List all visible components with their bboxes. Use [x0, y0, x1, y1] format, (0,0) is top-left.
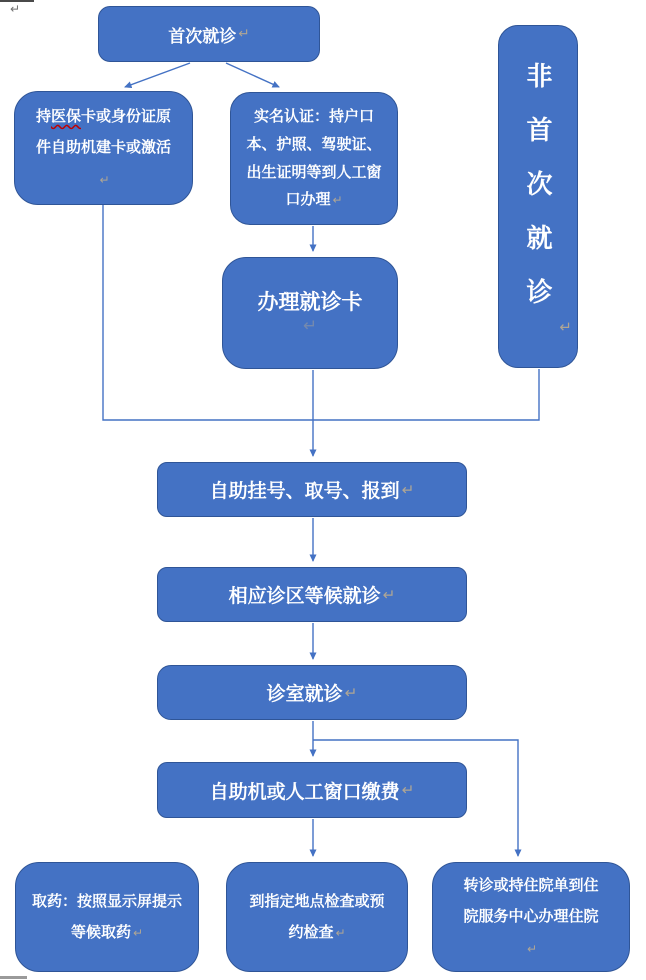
node-pay-fees-label: 自助机或人工窗口缴费	[209, 781, 400, 803]
paragraph-mark-icon: ↵	[382, 586, 396, 604]
paragraph-mark-icon: ↵	[401, 481, 415, 499]
node-self-service-card[interactable]	[14, 91, 193, 205]
paragraph-mark-icon: ↵	[526, 941, 538, 956]
node-admission[interactable]	[432, 862, 630, 972]
spellcheck-flagged-text: 医保	[50, 107, 81, 125]
node-self-service-card-label: 持医保卡或身份证原件自助机建卡或激活↵	[35, 107, 172, 187]
node-examination-label: 到指定地点检查或预约检查 ↵	[249, 892, 385, 941]
node-pharmacy[interactable]	[15, 862, 199, 972]
node-wait-in-area[interactable]	[157, 567, 467, 622]
node-self-register[interactable]	[157, 462, 467, 517]
paragraph-mark-icon: ↵	[344, 684, 358, 702]
node-make-visit-card[interactable]	[222, 257, 398, 369]
node-real-name-auth-label: 实名认证：持户口本、护照、驾驶证、出生证明等到人工窗口办理 ↵	[246, 108, 382, 209]
page-corner-mark-bottom	[0, 976, 27, 979]
node-first-visit[interactable]	[98, 6, 320, 62]
node-clinic-visit[interactable]	[157, 665, 467, 720]
arrow-first-to-realname	[226, 63, 279, 87]
paragraph-mark-icon: ↵	[401, 782, 415, 799]
arrow-first-to-selfcard	[125, 63, 190, 87]
node-wait-in-area-label: 相应诊区等候就诊	[228, 586, 381, 607]
paragraph-mark-icon: ↵	[559, 319, 572, 336]
node-make-visit-card-label: 办理就诊卡	[257, 291, 363, 315]
paragraph-mark-icon: ↵	[335, 926, 346, 940]
node-first-visit-label: 首次就诊	[168, 26, 237, 46]
node-real-name-auth[interactable]	[230, 92, 398, 225]
paragraph-mark-icon: ↵	[10, 2, 21, 16]
node-non-first-visit[interactable]	[498, 25, 578, 368]
paragraph-mark-icon: ↵	[332, 193, 343, 208]
node-pharmacy-label: 取药：按照显示屏提示等候取药 ↵	[32, 892, 183, 941]
paragraph-mark-icon: ↵	[302, 315, 318, 335]
node-examination[interactable]	[226, 862, 408, 972]
node-self-register-label: 自助挂号、取号、报到	[209, 481, 400, 502]
node-admission-label: 转诊或持住院单到住院服务中心办理住院↵	[463, 876, 599, 956]
node-non-first-visit-label: 非首次就诊	[523, 61, 553, 332]
paragraph-mark-icon: ↵	[238, 26, 250, 41]
node-clinic-visit-label: 诊室就诊	[266, 684, 343, 705]
paragraph-mark-icon: ↵	[99, 172, 110, 187]
paragraph-mark-icon: ↵	[132, 926, 144, 940]
node-pay-fees[interactable]	[157, 762, 467, 818]
